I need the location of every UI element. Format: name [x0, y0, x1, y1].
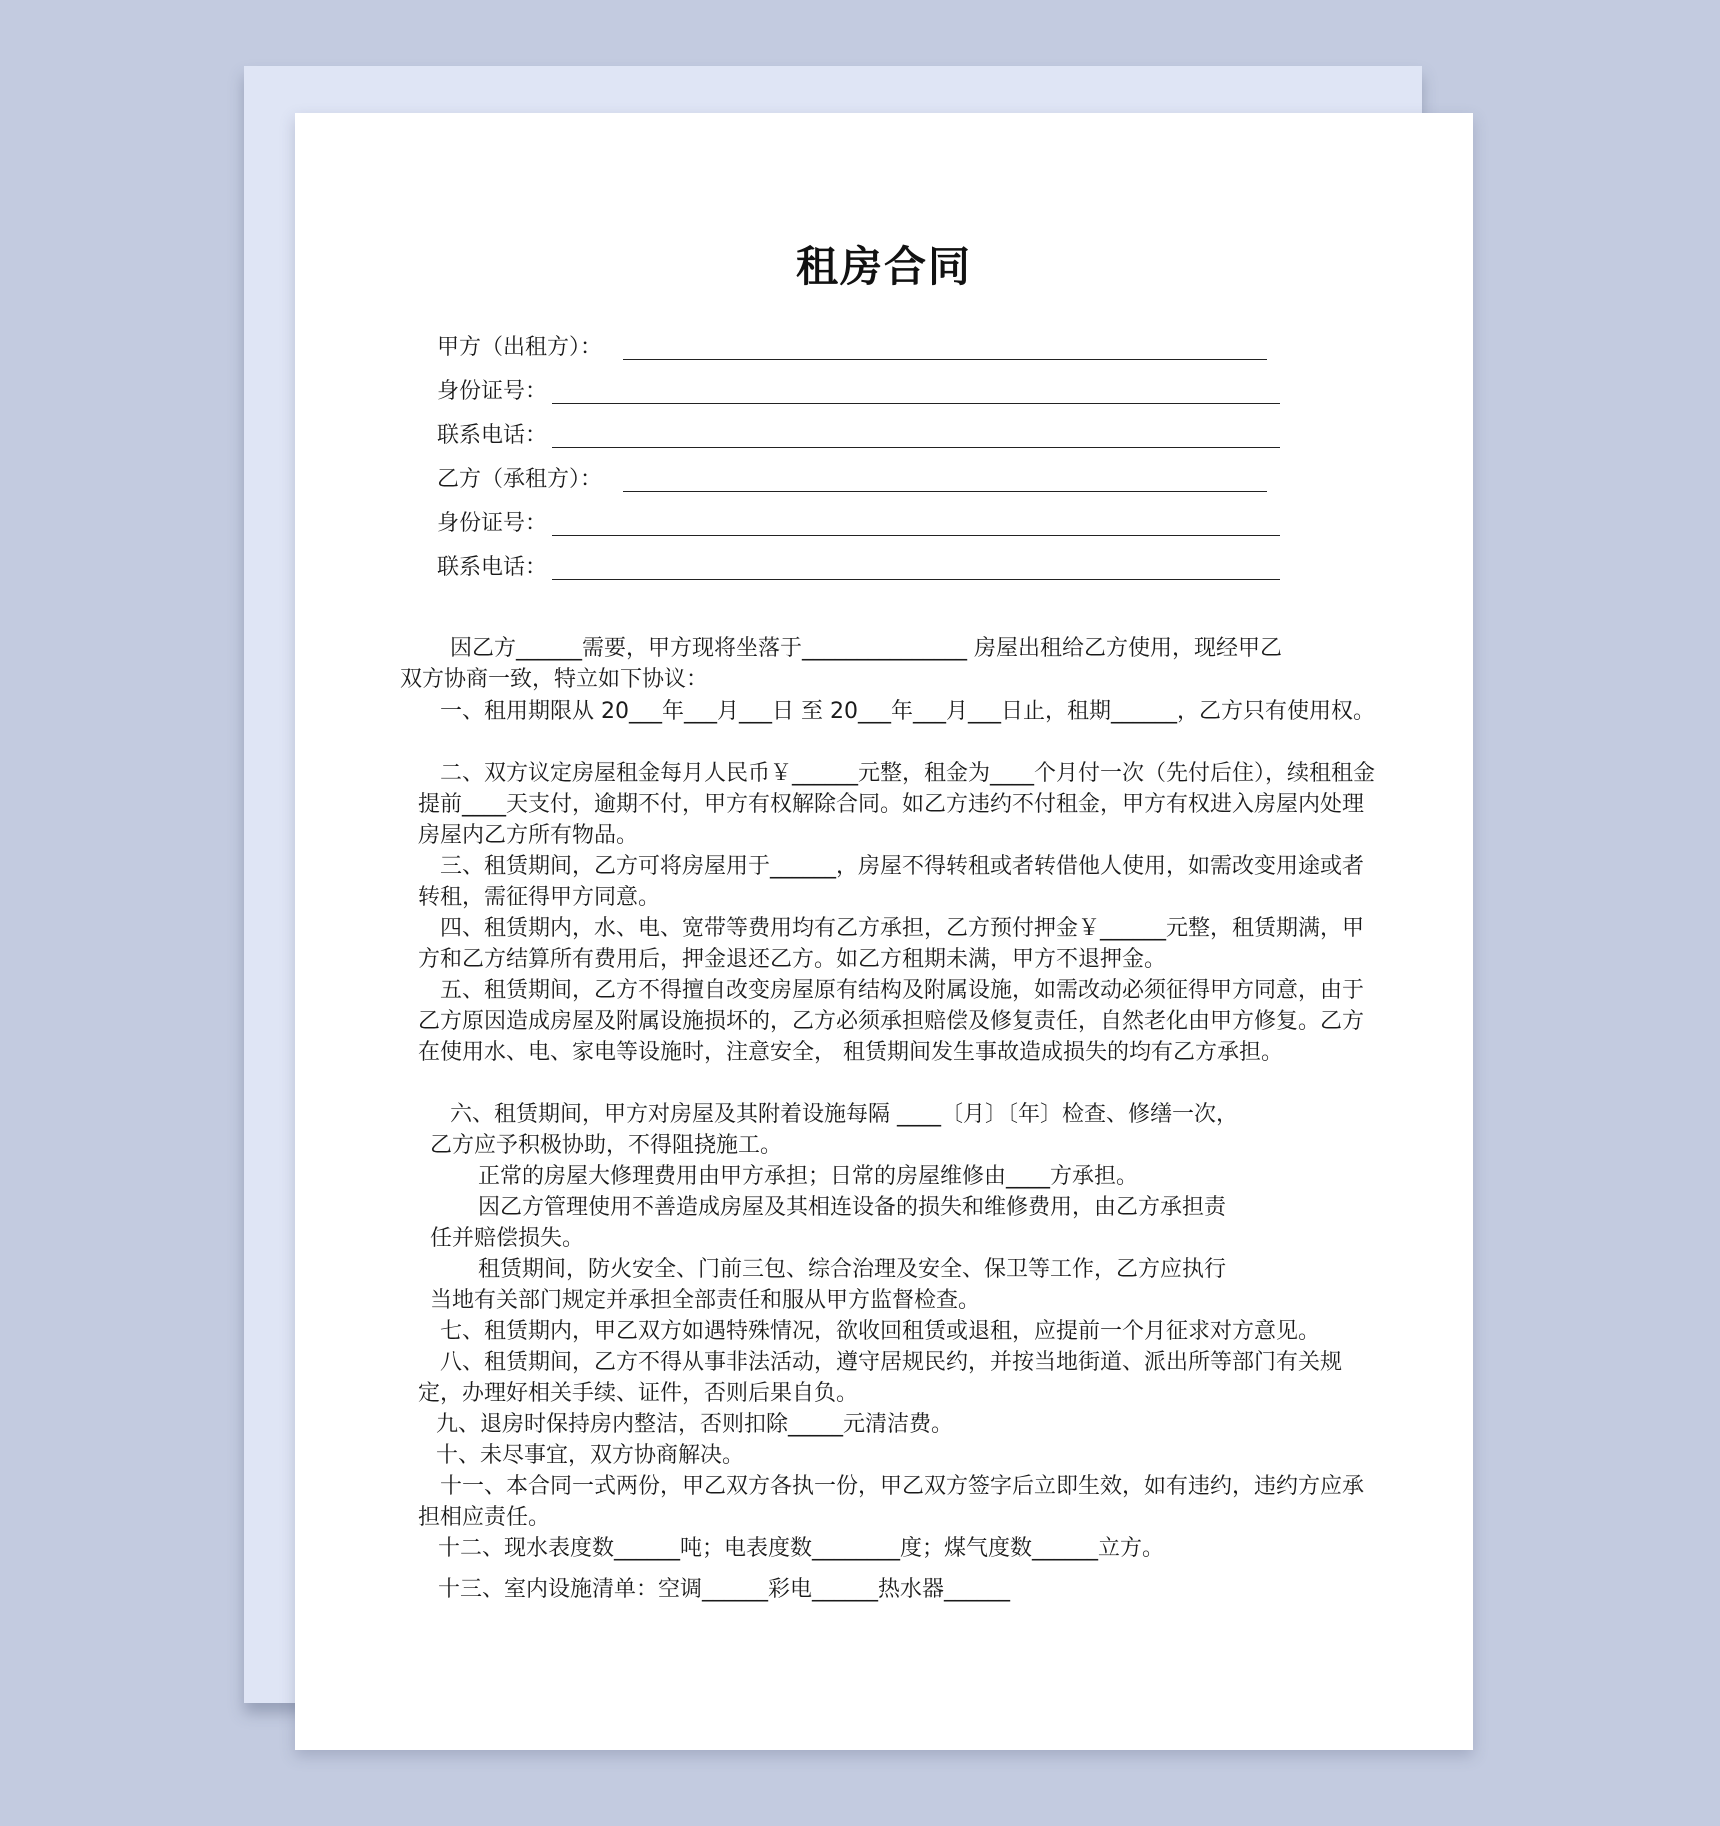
clause-6-line-7: 当地有关部门规定并承担全部责任和服从甲方监督检查。: [430, 1288, 981, 1313]
party-b-id-line: [437, 505, 1397, 539]
clause-13: 十三、室内设施清单：空调______彩电______热水器______: [438, 1577, 1011, 1602]
party-b-phone-blank: [552, 578, 1280, 580]
party-a-phone-label: 联系电话：: [437, 423, 548, 448]
party-a-phone-blank: [552, 446, 1280, 448]
contract-page: [295, 113, 1473, 1750]
clause-3: 三、租赁期间，乙方可将房屋用于______，房屋不得转租或者转借他人使用，如需改变用途或者转租，需征得甲方同意。: [418, 854, 1365, 910]
clause-6-line-4: 因乙方管理使用不善造成房屋及其相连设备的损失和维修费用，由乙方承担责: [478, 1195, 1227, 1220]
page-title: 租房合同: [795, 242, 972, 291]
clause-9: 九、退房时保持房内整洁，否则扣除_____元清洁费。: [436, 1412, 954, 1437]
party-a-name-line: [437, 329, 1397, 363]
party-a-id-blank: [552, 402, 1280, 404]
clause-6-line-5: 任并赔偿损失。: [430, 1226, 585, 1251]
intro-line-2: 双方协商一致，特立如下协议：: [400, 667, 709, 692]
party-b-name-label: 乙方（承租方）：: [437, 467, 603, 492]
party-a-id-label: 身份证号：: [437, 379, 548, 404]
clause-6-line-3: 正常的房屋大修理费用由甲方承担；日常的房屋维修由____方承担。: [478, 1164, 1139, 1189]
clause-1: 一、租用期限从 20___年___月___日 至 20___年___月___日止，租期______，乙方只有使用权。: [440, 699, 1375, 724]
party-a-id-line: [437, 373, 1397, 407]
clause-5: 五、租赁期间，乙方不得擅自改变房屋原有结构及附属设施，如需改动必须征得甲方同意，由于乙方原因造成房屋及附属设施损坏的，乙方必须承担赔偿及修复责任，自然老化由甲方修复。乙方在使用水、电、家电等设施时，注意安全， 租赁期间发生事故造成损失的均有乙方承担。: [418, 978, 1365, 1065]
party-a-phone-line: [437, 417, 1397, 451]
party-a-name-label: 甲方（出租方）：: [437, 335, 603, 360]
clause-6-line-1: 六、租赁期间，甲方对房屋及其附着设施每隔 ____〔月〕〔年〕检查、修缮一次，: [450, 1102, 1238, 1127]
clause-12: 十二、现水表度数______吨；电表度数________度；煤气度数______立方。: [438, 1536, 1165, 1561]
clause-10: 十、未尽事宜，双方协商解决。: [436, 1443, 745, 1468]
clause-6-line-6: 租赁期间，防火安全、门前三包、综合治理及安全、保卫等工作，乙方应执行: [478, 1257, 1227, 1282]
intro-line-1: 因乙方______需要，甲方现将坐落于_______________ 房屋出租给乙方使用，现经甲乙: [450, 636, 1282, 661]
clause-6-line-2: 乙方应予积极协助，不得阻挠施工。: [430, 1133, 783, 1158]
clause-8: 八、租赁期间，乙方不得从事非法活动，遵守居规民约，并按当地街道、派出所等部门有关规定，办理好相关手续、证件，否则后果自负。: [418, 1350, 1343, 1406]
party-a-name-blank: [623, 358, 1267, 360]
party-b-phone-line: [437, 549, 1397, 583]
party-b-id-label: 身份证号：: [437, 511, 548, 536]
clause-4: 四、租赁期内，水、电、宽带等费用均有乙方承担，乙方预付押金￥______元整，租赁期满，甲方和乙方结算所有费用后，押金退还乙方。如乙方租期未满，甲方不退押金。: [418, 916, 1365, 972]
party-b-name-blank: [623, 490, 1267, 492]
clause-7: 七、租赁期内，甲乙双方如遇特殊情况，欲收回租赁或退租，应提前一个月征求对方意见。: [440, 1319, 1321, 1344]
clause-11: 十一、本合同一式两份，甲乙双方各执一份，甲乙双方签字后立即生效，如有违约，违约方应承担相应责任。: [418, 1474, 1365, 1530]
party-b-phone-label: 联系电话：: [437, 555, 548, 580]
party-b-name-line: [437, 461, 1397, 495]
party-b-id-blank: [552, 534, 1280, 536]
clause-2: 二、双方议定房屋租金每月人民币￥______元整，租金为____个月付一次（先付后住），续租租金提前____天支付，逾期不付，甲方有权解除合同。如乙方违约不付租金，甲方有权进入房屋内处理房屋内乙方所有物品。: [418, 761, 1376, 848]
